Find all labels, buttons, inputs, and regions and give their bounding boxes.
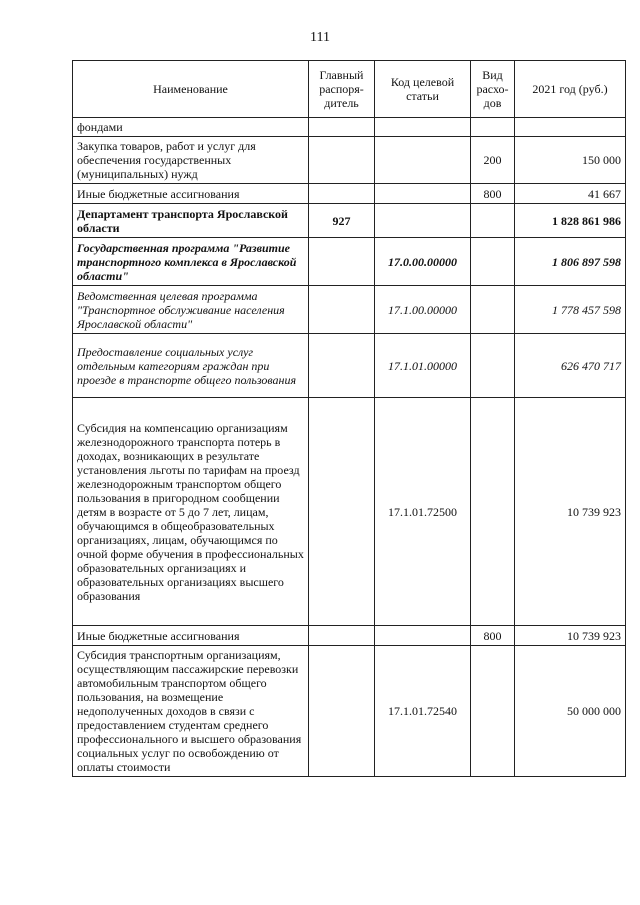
row-amount: 1 828 861 986 <box>515 204 626 238</box>
page-number: 111 <box>310 30 330 45</box>
row-type <box>471 238 515 286</box>
header-type: Вид расхо- дов <box>471 61 515 118</box>
row-code <box>375 137 471 184</box>
row-code: 17.1.01.72500 <box>375 398 471 626</box>
row-name: Иные бюджетные ассигнования <box>73 626 309 646</box>
table-body <box>73 118 626 777</box>
table-row <box>73 626 626 646</box>
row-name: Субсидия на компенсацию организациям железнодорожного транспорта потерь в доходах, возникающих в результате установления льготы по тарифам на проезд железнодорожным транспортом общего пользования в пригородном сообщении детям в возрасте от 5 до 7 лет, лицам, обучающимся в общеобразовательных организациях, лицам, обучающимся по очной форме обучения в профессиональных образовательных организациях и образовательных организациях высшего образования <box>73 398 309 626</box>
row-admin <box>309 286 375 334</box>
row-admin <box>309 646 375 777</box>
header-code: Код целевой статьи <box>375 61 471 118</box>
row-type: 200 <box>471 137 515 184</box>
row-code <box>375 204 471 238</box>
row-type: 800 <box>471 184 515 204</box>
row-name: Государственная программа "Развитие транспортного комплекса в Ярославской области" <box>73 238 309 286</box>
row-code: 17.0.00.00000 <box>375 238 471 286</box>
table-row <box>73 398 626 626</box>
row-amount: 1 778 457 598 <box>515 286 626 334</box>
row-admin <box>309 184 375 204</box>
budget-table <box>72 60 626 777</box>
row-type <box>471 286 515 334</box>
header-admin: Главный распоря- дитель <box>309 61 375 118</box>
row-admin <box>309 398 375 626</box>
row-name: Предоставление социальных услуг отдельным категориям граждан при проезде в транспорте общего пользования <box>73 334 309 398</box>
row-admin <box>309 626 375 646</box>
row-code: 17.1.01.00000 <box>375 334 471 398</box>
row-admin <box>309 137 375 184</box>
row-amount: 626 470 717 <box>515 334 626 398</box>
table-header-row <box>73 61 626 118</box>
row-amount: 10 739 923 <box>515 398 626 626</box>
row-code: 17.1.00.00000 <box>375 286 471 334</box>
row-admin <box>309 334 375 398</box>
header-amount: 2021 год (руб.) <box>515 61 626 118</box>
row-code: 17.1.01.72540 <box>375 646 471 777</box>
table-row <box>73 204 626 238</box>
row-type <box>471 118 515 137</box>
row-name: Департамент транспорта Ярославской области <box>73 204 309 238</box>
row-code <box>375 118 471 137</box>
row-type <box>471 398 515 626</box>
row-type <box>471 334 515 398</box>
row-amount: 41 667 <box>515 184 626 204</box>
row-amount: 150 000 <box>515 137 626 184</box>
row-type: 800 <box>471 626 515 646</box>
row-code <box>375 184 471 204</box>
table-row <box>73 334 626 398</box>
row-name: фондами <box>73 118 309 137</box>
row-amount: 10 739 923 <box>515 626 626 646</box>
row-type <box>471 204 515 238</box>
row-name: Иные бюджетные ассигнования <box>73 184 309 204</box>
row-amount: 50 000 000 <box>515 646 626 777</box>
row-code <box>375 626 471 646</box>
row-type <box>471 646 515 777</box>
row-admin <box>309 238 375 286</box>
table-row <box>73 646 626 777</box>
table-row <box>73 184 626 204</box>
row-admin <box>309 118 375 137</box>
table-row <box>73 137 626 184</box>
table-row <box>73 286 626 334</box>
row-amount: 1 806 897 598 <box>515 238 626 286</box>
row-name: Субсидия транспортным организациям, осуществляющим пассажирские перевозки автомобильным транспортом общего пользования, на возмещение недополученных доходов в связи с предоставлением студентам среднего профессионального и высшего образования социальных услуг по освобождению от оплаты стоимости <box>73 646 309 777</box>
row-amount <box>515 118 626 137</box>
row-name: Ведомственная целевая программа "Транспортное обслуживание населения Ярославской области" <box>73 286 309 334</box>
row-name: Закупка товаров, работ и услуг для обеспечения государственных (муниципальных) нужд <box>73 137 309 184</box>
table-row <box>73 118 626 137</box>
row-admin: 927 <box>309 204 375 238</box>
header-name: Наименование <box>73 61 309 118</box>
table-row <box>73 238 626 286</box>
